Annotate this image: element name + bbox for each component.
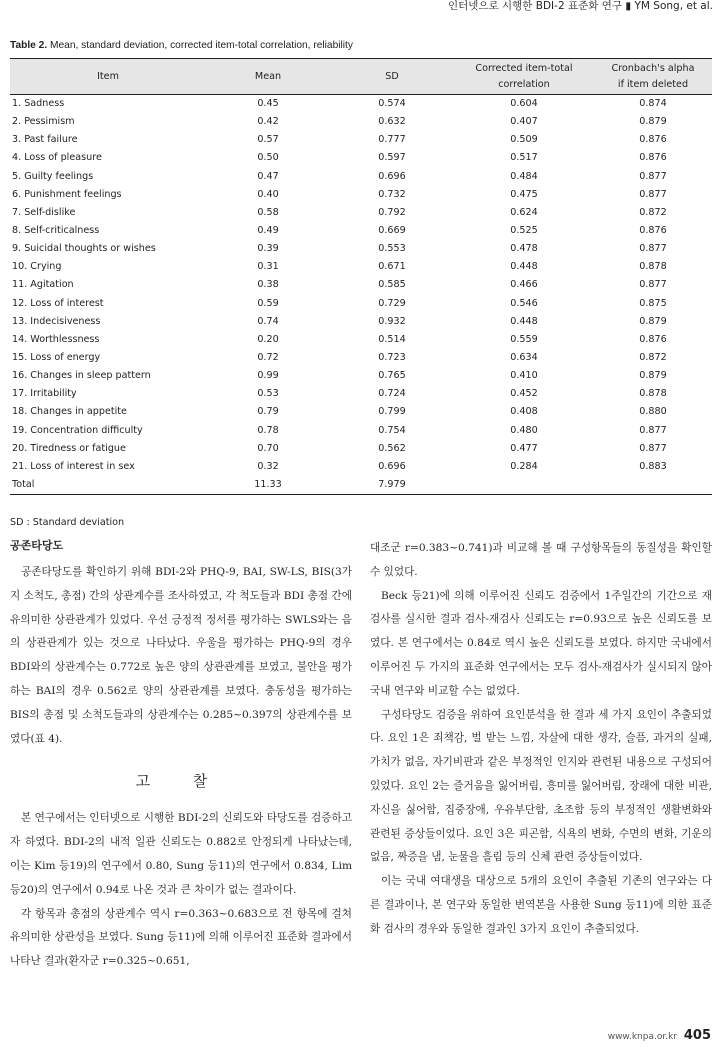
item-cell: 13. Indecisiveness [12, 315, 101, 327]
item-cell: Total [10, 476, 206, 495]
item-cell: 20. Tiredness or fatigue [12, 442, 126, 454]
mean-cell: 0.49 [257, 225, 279, 237]
sd-cell: 0.777 [378, 134, 406, 146]
paragraph-concurrent-validity: 공존타당도를 확인하기 위해 BDI-2와 PHQ-9, BAI, SW-LS, BIS(3가지 소척도, 총점) 간의 상관계수를 조사하였고, 각 척도들과 BDI 총점 간에 유의미한 상관관계가 있었다. 우선 긍정적 정서를 평가하는 SWLS와는 음의 상관관계가 있는 것으로 나타났다. 우울을 평가하는 PHQ-9의 경우 BDI와의 상관계수는 0.772로 높은 양의 상관관계를 보였고, 불안을 평가하는 BAI의 경우 0.562로 양의 상관관계를 보였다. 충동성을 평가하는 BIS의 총점 및 소척도들과의 상관계수는 0.285~0.397의 상관계수를 보였다(표 4). [10, 566, 352, 745]
citc-cell: 0.509 [510, 134, 538, 146]
mean-cell: 0.45 [257, 98, 279, 110]
paragraph-right-2: Beck 등21)에 의해 이루어진 신뢰도 검증에서 1주일간의 기간으로 재검사를 실시한 결과 검사-재검사 신뢰도는 r=0.93으로 높은 신뢰도를 보였다. 본 연구에서는 0.84로 역시 높은 신뢰도를 보였다. 하지만 국내에서 이루어진 두 가지의 표준화 연구에서는 모두 검사-재검사가 실시되지 않아 국내 연구와 비교할 수는 없었다. [370, 589, 712, 697]
alpha-cell: 0.878 [639, 388, 667, 400]
mean-cell: 0.32 [257, 460, 279, 472]
mean-cell: 11.33 [206, 476, 330, 495]
table-label: Table 2. [10, 40, 48, 51]
item-cell: 17. Irritability [12, 388, 77, 400]
item-cell: 18. Changes in appetite [12, 406, 127, 418]
citc-cell: 0.477 [510, 442, 538, 454]
running-head-title: 인터넷으로 시행한 BDI-2 표준화 연구 [447, 0, 623, 12]
mean-cell: 0.79 [257, 406, 279, 418]
table-body [10, 95, 712, 495]
item-cell: 11. Agitation [12, 279, 74, 291]
header-alpha-line2: if item deleted [617, 78, 689, 90]
citc-cell: 0.452 [510, 388, 538, 400]
item-cell: 4. Loss of pleasure [12, 152, 102, 164]
citc-cell: 0.546 [510, 297, 538, 309]
sd-cell: 0.671 [378, 261, 406, 273]
item-cell: 15. Loss of energy [12, 352, 101, 364]
alpha-cell: 0.876 [639, 225, 667, 237]
item-cell: 6. Punishment feelings [12, 188, 122, 200]
mean-cell: 0.59 [257, 297, 279, 309]
mean-cell: 0.20 [257, 333, 279, 345]
table-row [10, 385, 712, 403]
header-cronbach-alpha [594, 59, 712, 95]
table-row [10, 313, 712, 331]
item-cell: 10. Crying [12, 261, 62, 273]
table-row [10, 95, 712, 114]
mean-cell: 0.58 [257, 206, 279, 218]
alpha-cell: 0.872 [639, 206, 667, 218]
mean-cell: 0.42 [257, 116, 279, 128]
mean-cell: 0.40 [257, 188, 279, 200]
mean-cell: 0.53 [257, 388, 279, 400]
citc-cell: 0.408 [510, 406, 538, 418]
alpha-cell: 0.883 [639, 460, 667, 472]
alpha-cell: 0.874 [639, 98, 667, 110]
page-number: 405 [683, 1028, 711, 1043]
sd-cell: 0.723 [378, 352, 406, 364]
citc-cell: 0.448 [510, 261, 538, 273]
citc-cell: 0.484 [510, 170, 538, 182]
sd-cell: 7.979 [330, 476, 454, 495]
citc-cell: 0.466 [510, 279, 538, 291]
header-mean: Mean [206, 59, 330, 95]
sd-cell: 0.732 [378, 188, 406, 200]
reliability-table [10, 58, 712, 495]
section-heading-concurrent-validity: 공존타당도 [10, 539, 64, 552]
citc-cell: 0.525 [510, 225, 538, 237]
alpha-cell: 0.876 [639, 152, 667, 164]
item-cell: 14. Worthlessness [12, 333, 100, 345]
sd-cell: 0.696 [378, 170, 406, 182]
sd-cell: 0.754 [378, 424, 406, 436]
sd-cell: 0.729 [378, 297, 406, 309]
citc-cell: 0.448 [510, 315, 538, 327]
running-head-authors: YM Song, et al. [634, 0, 713, 12]
table-row [10, 131, 712, 149]
sd-cell: 0.765 [378, 370, 406, 382]
alpha-cell: 0.878 [639, 261, 667, 273]
sd-cell: 0.553 [378, 243, 406, 255]
mean-cell: 0.99 [257, 370, 279, 382]
mean-cell: 0.31 [257, 261, 279, 273]
sd-cell: 0.696 [378, 460, 406, 472]
item-cell: 9. Suicidal thoughts or wishes [12, 243, 156, 255]
alpha-cell [594, 476, 712, 495]
table-title: Mean, standard deviation, corrected item-total correlation, reliability [50, 40, 353, 51]
item-cell: 5. Guilty feelings [12, 170, 94, 182]
alpha-cell: 0.877 [639, 424, 667, 436]
table-row [10, 349, 712, 367]
paragraph-right-1: 대조군 r=0.383~0.741)과 비교해 볼 때 구성항목들의 동질성을 확인할 수 있었다. [370, 542, 712, 578]
citc-cell: 0.410 [510, 370, 538, 382]
sd-cell: 0.724 [378, 388, 406, 400]
alpha-cell: 0.877 [639, 442, 667, 454]
mean-cell: 0.39 [257, 243, 279, 255]
citc-cell: 0.559 [510, 333, 538, 345]
sd-cell: 0.932 [378, 315, 406, 327]
mean-cell: 0.57 [257, 134, 279, 146]
mean-cell: 0.72 [257, 352, 279, 364]
section-heading-discussion: 고 찰 [135, 772, 227, 791]
right-text-column [370, 537, 712, 942]
paragraph-discussion-1: 본 연구에서는 인터넷으로 시행한 BDI-2의 신뢰도와 타당도를 검증하고자 하였다. BDI-2의 내적 일관 신뢰도는 0.882로 안정되게 나타났는데, 이는 Kim 등19)의 연구에서 0.80, Sung 등11)의 연구에서 0.834, Lim 등20)의 연구에서 0.94로 나온 것과 큰 차이가 없는 결과이다. [10, 812, 352, 896]
sd-cell: 0.574 [378, 98, 406, 110]
item-cell: 16. Changes in sleep pattern [12, 370, 151, 382]
paragraph-right-3: 구성타당도 검증을 위하여 요인분석을 한 결과 세 가지 요인이 추출되었다. 요인 1은 죄책감, 벌 받는 느낌, 자살에 대한 생각, 슬픔, 과거의 실패, 가치가 없음, 자기비판과 같은 부정적인 인지와 관련된 내용으로 구성되어 있었다. 요인 2는 즐거움을 잃어버림, 흥미를 잃어버림, 장래에 대한 비관, 자신을 싫어함, 집중장애, 우유부단함, 초조함 등의 부정적인 생활변화와 관련된 증상들이었다. 요인 3은 피곤함, 식욕의 변화, 수면의 변화, 기운의 없음, 짜증을 냄, 눈물을 흘림 등의 신체 관련 증상들이었다. [370, 708, 712, 864]
sd-cell: 0.632 [378, 116, 406, 128]
citc-cell: 0.604 [510, 98, 538, 110]
alpha-cell: 0.876 [639, 333, 667, 345]
alpha-cell: 0.879 [639, 116, 667, 128]
citc-cell: 0.517 [510, 152, 538, 164]
item-cell: 7. Self-dislike [12, 206, 76, 218]
item-cell: 3. Past failure [12, 134, 78, 146]
header-alpha-line1: Cronbach's alpha [611, 62, 695, 74]
running-head-separator: ▮ [625, 0, 632, 12]
item-cell: 2. Pessimism [12, 116, 75, 128]
table-row [10, 240, 712, 258]
mean-cell: 0.47 [257, 170, 279, 182]
mean-cell: 0.78 [257, 424, 279, 436]
table-footnote: SD : Standard deviation [10, 517, 125, 528]
citc-cell: 0.634 [510, 352, 538, 364]
table-row [10, 476, 712, 495]
citc-cell: 0.407 [510, 116, 538, 128]
paragraph-right-4: 이는 국내 여대생을 대상으로 5개의 요인이 추출된 기존의 연구와는 다른 결과이나, 본 연구와 동일한 번역본을 사용한 Sung 등11)에 의한 표준화 검사의 경우와 동일한 결과인 3가지 요인이 추출되었다. [370, 875, 712, 935]
page-footer [608, 1028, 711, 1043]
table-row [10, 186, 712, 204]
header-item: Item [10, 59, 206, 95]
table-header-row [10, 59, 712, 95]
alpha-cell: 0.876 [639, 134, 667, 146]
alpha-cell: 0.875 [639, 297, 667, 309]
header-corrected-item-total [454, 59, 594, 95]
item-cell: 19. Concentration difficulty [12, 424, 143, 436]
mean-cell: 0.38 [257, 279, 279, 291]
table-row [10, 331, 712, 349]
alpha-cell: 0.877 [639, 188, 667, 200]
citc-cell: 0.624 [510, 206, 538, 218]
alpha-cell: 0.877 [639, 170, 667, 182]
sd-cell: 0.514 [378, 333, 406, 345]
sd-cell: 0.562 [378, 442, 406, 454]
paragraph-discussion-2: 각 항목과 총점의 상관계수 역시 r=0.363~0.683으로 전 항목에 걸쳐 유의미한 상관성을 보였다. Sung 등11)에 의해 이루어진 표준화 결과에서 나타난 결과(환자군 r=0.325~0.651, [10, 907, 352, 968]
table-row [10, 403, 712, 421]
alpha-cell: 0.872 [639, 352, 667, 364]
citc-cell: 0.480 [510, 424, 538, 436]
sd-cell: 0.669 [378, 225, 406, 237]
mean-cell: 0.70 [257, 442, 279, 454]
alpha-cell: 0.877 [639, 243, 667, 255]
item-cell: 12. Loss of interest [12, 297, 104, 309]
table-row [10, 258, 712, 276]
item-cell: 1. Sadness [12, 98, 65, 110]
table-caption [10, 40, 353, 51]
table-row [10, 204, 712, 222]
table-row [10, 422, 712, 440]
header-citc-line2: correlation [498, 78, 550, 90]
alpha-cell: 0.880 [639, 406, 667, 418]
item-cell: 21. Loss of interest in sex [12, 460, 135, 472]
left-text-column [10, 537, 352, 974]
sd-cell: 0.585 [378, 279, 406, 291]
table-row [10, 222, 712, 240]
table-row [10, 168, 712, 186]
table-row [10, 113, 712, 131]
table-row [10, 458, 712, 476]
table-row [10, 295, 712, 313]
table-row [10, 440, 712, 458]
running-head [448, 0, 713, 14]
table-row [10, 149, 712, 167]
sd-cell: 0.597 [378, 152, 406, 164]
table-row [10, 276, 712, 294]
mean-cell: 0.50 [257, 152, 279, 164]
alpha-cell: 0.879 [639, 315, 667, 327]
citc-cell: 0.478 [510, 243, 538, 255]
journal-url: www.knpa.or.kr [607, 1032, 677, 1042]
citc-cell [454, 476, 594, 495]
sd-cell: 0.792 [378, 206, 406, 218]
citc-cell: 0.475 [510, 188, 538, 200]
sd-cell: 0.799 [378, 406, 406, 418]
alpha-cell: 0.877 [639, 279, 667, 291]
item-cell: 8. Self-criticalness [12, 225, 100, 237]
table-row [10, 367, 712, 385]
alpha-cell: 0.879 [639, 370, 667, 382]
citc-cell: 0.284 [510, 460, 538, 472]
header-citc-line1: Corrected item-total [475, 62, 573, 74]
mean-cell: 0.74 [257, 315, 279, 327]
header-sd: SD [330, 59, 454, 95]
